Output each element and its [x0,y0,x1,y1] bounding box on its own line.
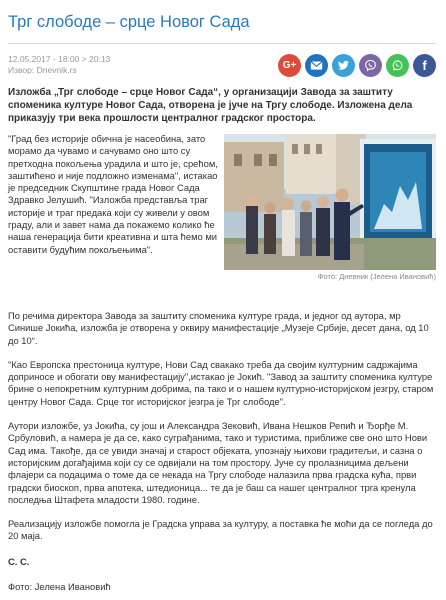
email-share-button[interactable] [305,54,328,77]
viber-phone-icon [364,59,377,72]
article-paragraph-3: "Као Европска престоница културе, Нови Сад свакако треба да својим културним садржајима доприносе и обогати ову манифестацију",истакао је Јокић. "Завод за заштиту споменика културе брине о непокретним културним добрима, па тако и о нашем културно-историјском језгру, старом центру Новог Сада. Срце тог историјског језгра је Трг слободе". [8,358,434,407]
google-plus-icon: G+ [282,60,297,71]
facebook-share-button[interactable] [413,54,436,77]
photo-caption: Фото: Дневник (Јелена Ивановић) [317,272,436,281]
article-meta [8,54,110,76]
article-body-top [8,133,436,298]
viber-share-button[interactable] [359,54,382,77]
author-signature: С. С. [8,555,30,567]
share-buttons [278,54,436,77]
article-paragraph-2: По речима директора Завода за заштиту споменика културе града, и једног од аутора, мр Синише Јокића, изложба је отворена у оквиру манифестације „Музеје Србије, десет дана, од 10 до 10“. [8,310,429,346]
whatsapp-icon [391,59,404,72]
facebook-icon: f [422,58,427,73]
meta-row [8,44,436,84]
article-source: Извор: Dnevnik.rs [8,65,77,75]
twitter-share-button[interactable] [332,54,355,77]
google-plus-share-button[interactable] [278,54,301,77]
article-paragraph-4: Аутори изложбе, уз Јокића, су још и Александра Зековић, Ивана Нешков Репић и Ђорђе М. Србуловић, а намера је да се, како суграђанима, тако и туристима, приближе све оно што Нови Сад има. Такође, да се увиди значај и старост објеката, упознају њихови градитељи, и сазна о историјским догађајима који су се одвијали на том простору. Јуче су пролазницима дељени флајери са подацима о томе да се некада на Тргу слободе налазила прва градска кућа, први градски биоскоп, прва апотека, штедионица... те да је баш са нашег централног трга кренула последња Штафета младости 1980. године. [8,420,428,505]
article-paragraph-1: "Град без историје обична је насеобина, зато морамо да чувамо и сачувамо оно што су претходна покољења урадила и што је, срећом, заштићено и није подложно изменама", истакао је председник Скупштине града Новог Сада Здравко Јелушић. "Изложба представља траг историје и траг предака који су живели у овом граду, али и завет нама да покажемо колико ће наша генерација бити креативна и шта ћемо ми оставити будућим покољењима". [8,133,218,255]
envelope-icon [310,59,323,72]
exhibition-photo [224,134,436,270]
article-figure [224,134,436,282]
whatsapp-share-button[interactable] [386,54,409,77]
article-lead: Изложба „Трг слободе – срце Новог Сада“, у организацији Завода за заштиту споменика културе Новог Сада, отворена је јуче на Тргу слободе. Изложена дела приказују три века прошлости централног градског простора. [8,87,413,124]
article-paragraph-5: Реализацију изложбе помогла је Градска управа за културу, а поставка ће моћи да се погледа до 20 маја. [8,518,433,542]
photo-credit: Фото: Јелена Ивановић [8,580,111,592]
twitter-bird-icon [337,59,350,72]
article-title: Трг слободе – срце Новог Сада [8,13,250,31]
article-datetime: 12.05.2017 - 18:00 > 20:13 [8,54,111,64]
